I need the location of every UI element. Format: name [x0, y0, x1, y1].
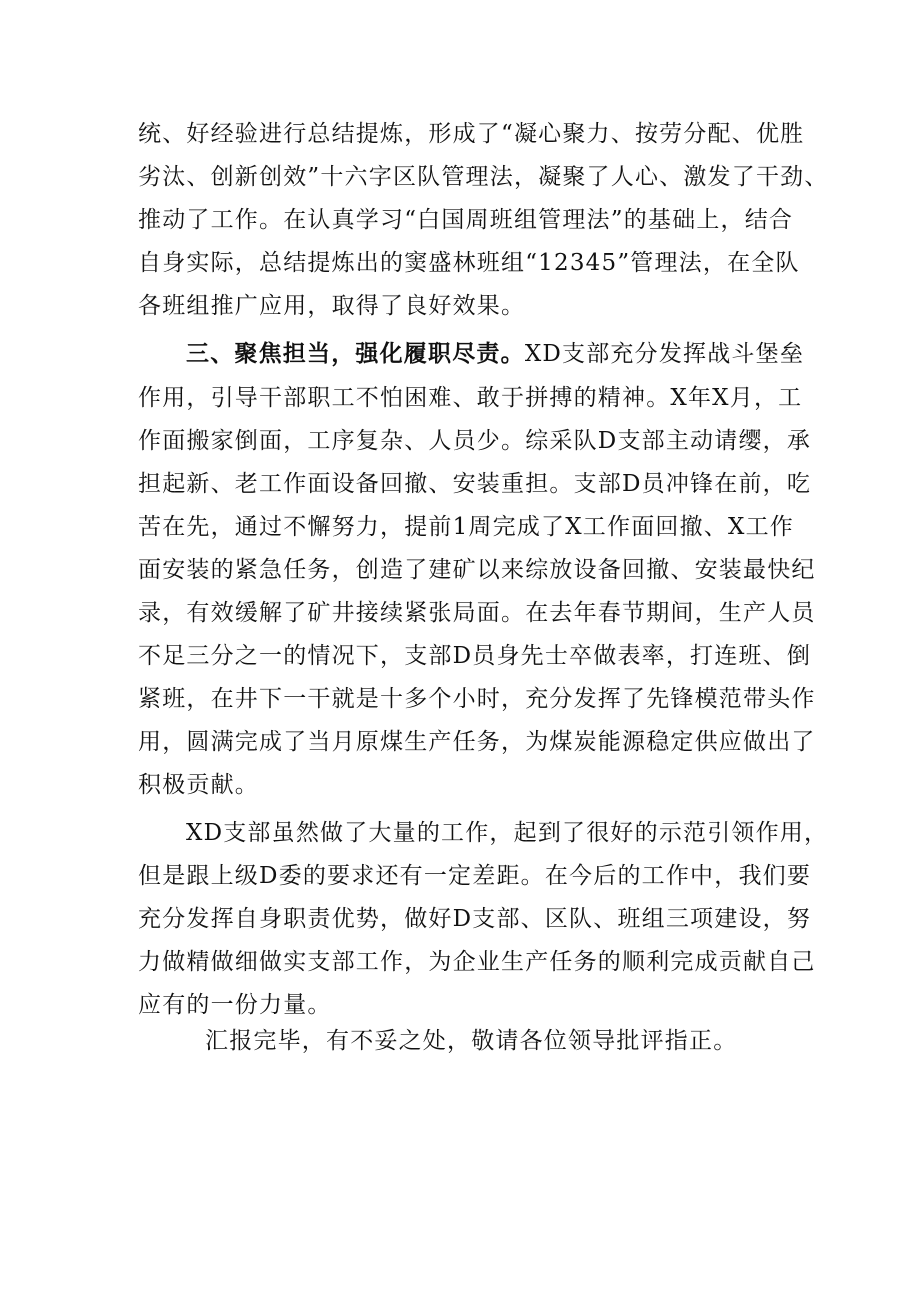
text-line: 力做精做细做实支部工作，为企业生产任务的顺利完成贡献自己	[138, 949, 816, 975]
text-line: 苦在先，通过不懈努力，提前1周完成了X工作面回撤、X工作	[138, 514, 794, 540]
text-run: XD支部充分发挥战斗堡垒	[524, 341, 805, 367]
text-line: 用，圆满完成了当月原煤生产任务，为煤炭能源稳定供应做出了	[138, 729, 816, 755]
text-line: 面安装的紧急任务，创造了建矿以来综放设备回撤、安装最快纪	[138, 557, 816, 583]
paragraph-first-line	[186, 336, 804, 372]
text-line: 积极贡献。	[138, 772, 259, 798]
text-line: 不足三分之一的情况下，支部D员身先士卒做表率，打连班、倒	[138, 643, 812, 669]
text-line: 作用，引导干部职工不怕困难、敢于拼搏的精神。X年X月，工	[138, 385, 803, 411]
text-line: 应有的一份力量。	[138, 992, 332, 1018]
text-line: 各班组推广应用，取得了良好效果。	[138, 293, 526, 319]
text-line: 统、好经验进行总结提炼，形成了“凝心聚力、按劳分配、优胜	[138, 121, 805, 147]
text-line: 录，有效缓解了矿井接续紧张局面。在去年春节期间，生产人员	[138, 600, 816, 626]
text-line: XD支部虽然做了大量的工作，起到了很好的示范引领作用，	[186, 820, 829, 846]
text-line: 推动了工作。在认真学习“白国周班组管理法”的基础上，结合	[138, 207, 794, 233]
section-heading: 三、聚焦担当，强化履职尽责。	[186, 340, 525, 367]
text-line: 作面搬家倒面，工序复杂、人员少。综采队D支部主动请缨，承	[138, 428, 812, 454]
text-line: 自身实际，总结提炼出的窦盛林班组“12345”管理法，在全队	[138, 250, 800, 276]
text-line: 充分发挥自身职责优势，做好D支部、区队、班组三项建设，努	[138, 906, 812, 932]
text-line: 劣汰、创新创效”十六字区队管理法，凝聚了人心、激发了干劲、	[138, 164, 829, 190]
text-line: 但是跟上级D委的要求还有一定差距。在今后的工作中，我们要	[138, 863, 812, 889]
closing-line: 汇报完毕，有不妥之处，敬请各位领导批评指正。	[205, 1028, 738, 1054]
text-line: 紧班，在井下一干就是十多个小时，充分发挥了先锋模范带头作	[138, 686, 816, 712]
text-line: 担起新、老工作面设备回撤、安装重担。支部D员冲锋在前，吃	[138, 471, 812, 497]
